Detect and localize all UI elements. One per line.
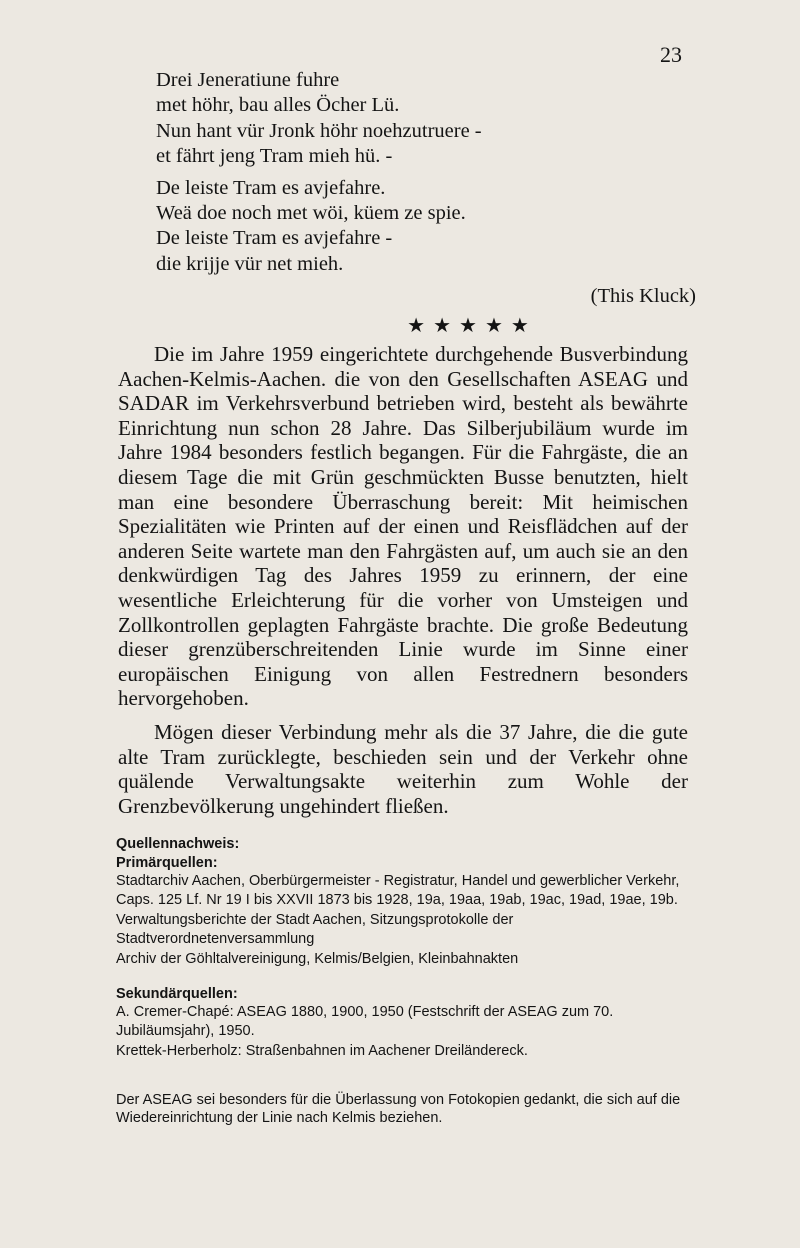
poem-line: met höhr, bau alles Öcher Lü.: [156, 94, 400, 117]
source-entry: Stadtarchiv Aachen, Oberbürgermeister - Registratur, Handel und gewerblicher Verkehr, Caps. 125 Lf. Nr 19 I bis XXVII 1873 bis 1928, 19a, 19aa, 19ab, 19ac, 19ad, 19ae, 19b.: [116, 873, 680, 908]
poem-line: Nun hant vür Jronk höhr noehzutruere -: [156, 119, 482, 142]
poem-line: et fährt jeng Tram mieh hü. -: [156, 145, 393, 168]
poem-attribution: (This Kluck): [590, 285, 696, 308]
poem-line: die krijje vür net mieh.: [156, 252, 344, 275]
star-separator: ★★★★★: [407, 315, 537, 338]
sources-heading: Quellennachweis:: [116, 836, 240, 852]
paragraph: Die im Jahre 1959 eingerichtete durchgehende Busverbindung Aachen-Kelmis-Aachen. die von den Gesellschaften ASEAG und SADAR im Verkehrsverbund betrieben wird, besteht als bewährte Einrichtung nun schon 28 Jahre. Das Silberjubiläum wurde im Jahre 1984 besonders festlich begangen. Für die Fahrgäste, die an diesem Tage die mit Grün geschmückten Busse benutzten, hielt man eine besondere Überraschung bereit: Mit heimischen Spezialitäten wie Printen auf der einen und Reisflädchen auf der anderen Seite wartete man den Fahrgästen auf, um auch sie an den denkwürdigen Tag des Jahres 1959 zu erinnern, der eine wesentliche Erleichterung für die vorher von Umsteigen und Zollkontrollen geplagten Fahrgäste brachte. Die große Bedeutung dieser grenzüberschreitenden Linie wurde im Sinne einer europäischen Einigung von allen Festrednern besonders hervorgehoben.: [118, 342, 688, 711]
poem: [156, 68, 696, 338]
poem-stanza: [156, 68, 696, 170]
poem-line: De leiste Tram es avjefahre.: [156, 176, 386, 199]
body-text: [118, 342, 688, 827]
acknowledgement: Der ASEAG sei besonders für die Überlassung von Fotokopien gedankt, die sich auf die Wiedereinrichtung der Linie nach Kelmis beziehen.: [116, 1091, 681, 1126]
poem-stanza: [156, 176, 696, 278]
secondary-sources-heading: Sekundärquellen:: [116, 985, 238, 1002]
poem-line: Drei Jeneratiune fuhre: [156, 69, 340, 91]
source-entry: Krettek-Herberholz: Straßenbahnen im Aachener Dreiländereck.: [116, 1043, 528, 1059]
poem-line: Weä doe noch met wöi, küem ze spie.: [156, 202, 466, 225]
poem-line: De leiste Tram es avjefahre -: [156, 227, 393, 250]
page-number: 23: [660, 42, 682, 67]
sources-section: [116, 835, 696, 1128]
source-entry: Verwaltungsberichte der Stadt Aachen, Sitzungsprotokolle der Stadtverordnetenversammlung: [116, 912, 514, 947]
source-entry: A. Cremer-Chapé: ASEAG 1880, 1900, 1950 (Festschrift der ASEAG zum 70. Jubiläumsjahr), 1950.: [116, 1004, 614, 1039]
source-entry: Archiv der Göhltalvereinigung, Kelmis/Belgien, Kleinbahnakten: [116, 951, 519, 967]
primary-sources-heading: Primärquellen:: [116, 854, 218, 871]
paragraph: Mögen dieser Verbindung mehr als die 37 Jahre, die die gute alte Tram zurücklegte, beschieden sein und der Verkehr ohne quälende Verwaltungsakte weiterhin zum Wohle der Grenzbevölkerung ungehindert fließen.: [118, 719, 688, 818]
